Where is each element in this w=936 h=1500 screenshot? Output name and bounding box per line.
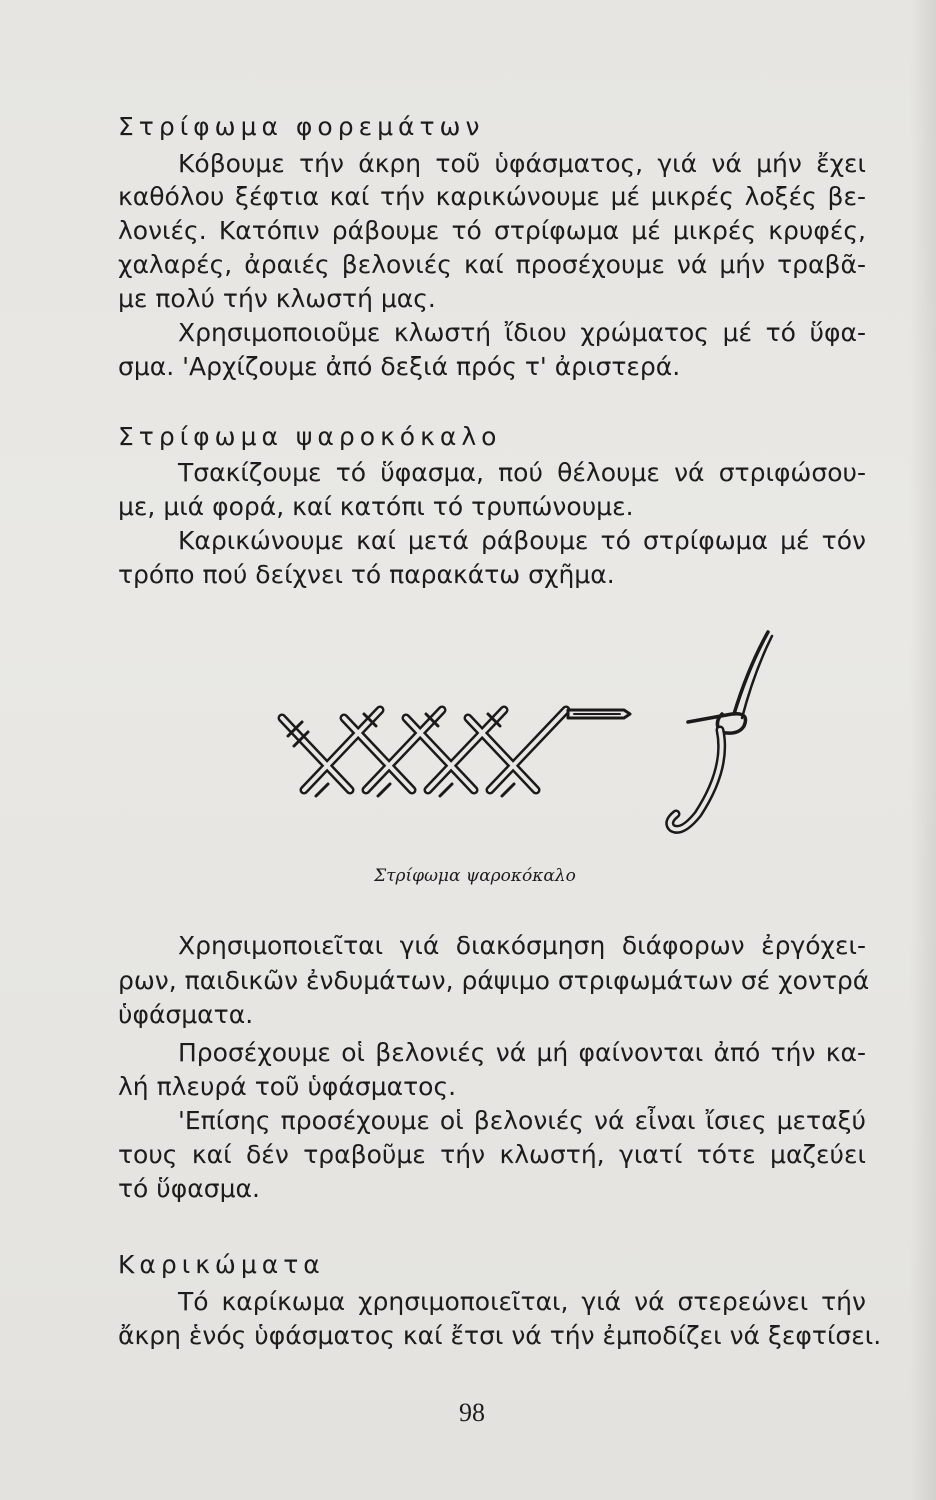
page-number: 98 [459,1398,485,1427]
needle [568,710,630,718]
paragraph-line: Τό καρίκωμα χρησιμοποιεῖται, γιά νά στερεώνει τήν [178,1287,866,1316]
thread [670,632,772,829]
paragraph-line: ὑφάσματα. [118,1000,254,1029]
paragraph-line: Χρησιμοποιεῖται γιά διακόσμηση διάφορων ἐργόχει- [178,931,866,960]
paragraph-line: Προσέχουμε οἱ βελονιές νά μή φαίνονται ἀπό τήν κα- [178,1038,866,1067]
paragraph-line: τρόπο πού δείχνει τό παρακάτω σχῆμα. [118,560,615,589]
heading-hem-dresses: Στρίφωμα φορεμάτων [118,112,485,141]
paragraph-line: ἄκρη ἑνός ὑφάσματος καί ἔτσι νά τήν ἐμποδίζει νά ξεφτίσει. [118,1321,882,1350]
paragraph-line: Κόβουμε τήν άκρη τοῦ ὑφάσματος, γιά νά μήν ἔχει [178,149,866,178]
herringbone-stitch-figure [268,618,788,850]
paragraph-line: καθόλου ξέφτια καί τήν καρικώνουμε μέ μικρές λοξές βε- [118,182,866,211]
paragraph-line: σμα. 'Αρχίζουμε ἀπό δεξιά πρός τ' ἀριστερά. [118,352,681,381]
heading-herringbone-hem: Στρίφωμα ψαροκόκαλο [118,422,502,451]
paragraph-line: χαλαρές, ἀραιές βελονιές καί προσέχουμε νά μήν τραβᾶ- [118,250,866,279]
paragraph-line: Τσακίζουμε τό ὕφασμα, πού θέλουμε νά στριφώσου- [178,458,866,487]
paragraph-line: λονιές. Κατόπιν ράβουμε τό στρίφωμα μέ μικρές κρυφές, [118,216,866,245]
paragraph-line: Καρικώνουμε καί μετά ράβουμε τό στρίφωμα μέ τόν [178,526,866,555]
paragraph-line: με, μιά φορά, καί κατόπι τό τρυπώνουμε. [118,492,634,521]
paragraph-line: λή πλευρά τοῦ ὑφάσματος. [118,1072,457,1101]
paragraph-line: τό ὕφασμα. [118,1174,260,1203]
figure-caption: Στρίφωμα ψαροκόκαλο [374,866,576,886]
paragraph-line: 'Επίσης προσέχουμε οἱ βελονιές νά εἶναι ἴσιες μεταξύ [178,1106,866,1135]
page-edge-shadow [910,0,936,1500]
heading-overcasting: Καρικώματα [118,1250,325,1279]
paragraph-line: τους καί δέν τραβοῦμε τήν κλωστή, γιατί τότε μαζεύει [118,1140,866,1169]
paragraph-line: με πολύ τήν κλωστή μας. [118,284,436,313]
paragraph-line: ρων, παιδικῶν ἐνδυμάτων, ράψιμο στριφωμάτων σέ χοντρά [118,966,870,995]
paragraph-line: Χρησιμοποιοῦμε κλωστή ἴδιου χρώματος μέ τό ὕφα- [178,318,866,347]
